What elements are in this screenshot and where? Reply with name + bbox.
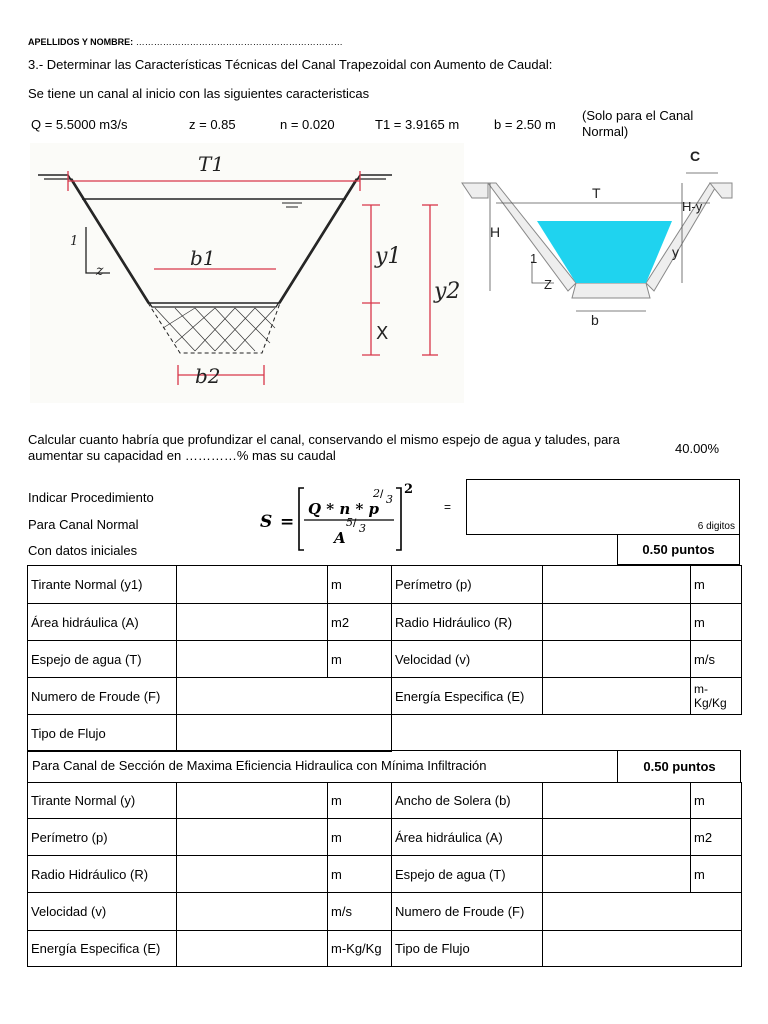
points-badge-1: 0.50 puntos [617, 535, 740, 565]
label-b1: b1 [190, 246, 216, 270]
param-note-line1: (Solo para el Canal [582, 108, 694, 123]
label-one-right: 1 [530, 251, 538, 266]
formula-den-exp-top: 5 [346, 516, 353, 529]
row-label: Tirante Normal (y) [28, 783, 177, 819]
formula-den-exp-bot: 3 [359, 522, 366, 535]
section2-title: Para Canal de Sección de Maxima Eficiencia Hidraulica con Mínima Infiltración [32, 758, 487, 773]
unit-cell: m [328, 566, 392, 604]
table-row [28, 893, 742, 931]
unit-cell: m [328, 783, 392, 819]
label-b2: b2 [195, 364, 221, 388]
table-row [28, 783, 742, 819]
input-cell-R2[interactable] [177, 856, 328, 893]
label-b: b [591, 312, 599, 328]
label-H-y: H-y [682, 199, 703, 214]
input-cell-F2[interactable] [543, 893, 742, 931]
row-label: Tipo de Flujo [28, 715, 177, 752]
row-label: Radio Hidráulico (R) [28, 856, 177, 893]
formula-equals: = [444, 500, 452, 514]
label-T: T [592, 185, 601, 201]
row-label: Numero de Froude (F) [392, 893, 543, 931]
input-cell-A2[interactable] [543, 819, 691, 856]
s-answer-box[interactable] [466, 479, 740, 535]
label-x: X [376, 323, 389, 344]
table-row [28, 566, 742, 604]
label-y2: y2 [434, 279, 461, 304]
T2-input[interactable] [546, 867, 687, 882]
input-cell-b[interactable] [543, 783, 691, 819]
unit-cell: m/s [691, 641, 742, 678]
row-label: Tirante Normal (y1) [28, 566, 177, 604]
p2-input[interactable] [180, 830, 324, 845]
F2-input[interactable] [546, 904, 738, 919]
flow-type2-input[interactable] [546, 941, 738, 956]
row-label: Energía Especifica (E) [392, 678, 543, 715]
input-cell-flow[interactable] [177, 715, 392, 752]
name-dots[interactable]: …………………………………………………………… [135, 37, 343, 47]
table-row [28, 856, 742, 893]
table-row [28, 715, 742, 752]
param-note-line2: Normal) [582, 124, 629, 139]
unit-cell: m [691, 783, 742, 819]
unit-cell: m/s [328, 893, 392, 931]
p-input[interactable] [546, 577, 687, 592]
table-max-efficiency [27, 782, 742, 967]
question-line2: aumentar su capacidad en …………% mas su caudal [28, 448, 336, 463]
canal-sketch-left [30, 143, 464, 403]
input-cell-v[interactable] [543, 641, 691, 678]
unit-cell: m [691, 566, 742, 604]
R-input[interactable] [546, 615, 687, 630]
empty-cell [392, 715, 742, 752]
lining-bottom [572, 283, 650, 298]
b-input[interactable] [546, 793, 687, 808]
input-cell-p2[interactable] [177, 819, 328, 856]
param-note [582, 108, 693, 140]
v2-input[interactable] [180, 904, 324, 919]
formula-den-exp-slash: / [353, 516, 357, 530]
R2-input[interactable] [180, 867, 324, 882]
digits-note: 6 digitos [697, 521, 735, 532]
formula-numerator: Q * n * p [308, 500, 380, 518]
row-label: Tipo de Flujo [392, 931, 543, 967]
row-label: Radio Hidráulico (R) [392, 604, 543, 641]
lining-left-top [462, 183, 488, 198]
unit-cell: m [691, 856, 742, 893]
label-C: C [690, 148, 701, 164]
row-label: Espejo de agua (T) [392, 856, 543, 893]
formula-exp-top: 2 [373, 487, 380, 500]
label-one: 1 [70, 234, 79, 249]
points-badge-2: 0.50 puntos [617, 751, 741, 782]
label-y: y [672, 244, 679, 260]
name-label-text: APELLIDOS Y NOMBRE: [28, 37, 134, 47]
input-cell-E[interactable] [543, 678, 691, 715]
unit-cell: m [328, 856, 392, 893]
table-row [28, 678, 742, 715]
unit-cell: m-Kg/Kg [691, 678, 742, 715]
section2-header [27, 750, 741, 783]
formula-eq: = [280, 512, 295, 532]
table-row [28, 931, 742, 967]
procedure-l2: Para Canal Normal [28, 517, 139, 532]
y1-input[interactable] [180, 577, 324, 592]
intro-text: Se tiene un canal al inicio con las siguientes caracteristicas [28, 86, 370, 101]
input-cell-R[interactable] [543, 604, 691, 641]
v-input[interactable] [546, 652, 687, 667]
param-z: z = 0.85 [189, 117, 236, 132]
param-Q: Q = 5.5000 m3/s [31, 117, 128, 132]
row-label: Área hidráulica (A) [392, 819, 543, 856]
question-text [28, 432, 648, 464]
unit-cell: m [328, 819, 392, 856]
canal-sketch-right [460, 143, 735, 333]
row-label: Numero de Froude (F) [28, 678, 177, 715]
procedure-l1: Indicar Procedimiento [28, 490, 154, 505]
row-label: Perímetro (p) [392, 566, 543, 604]
label-Z: Z [544, 277, 552, 292]
y-input[interactable] [180, 793, 324, 808]
question-line1: Calcular cuanto habría que profundizar el canal, conservando el mismo espejo de agua y taludes, para [28, 432, 620, 447]
name-label [28, 37, 343, 47]
table-row [28, 604, 742, 641]
row-label: Velocidad (v) [392, 641, 543, 678]
label-y1: y1 [375, 244, 402, 269]
input-cell-A[interactable] [177, 604, 328, 641]
row-label: Energía Especifica (E) [28, 931, 177, 967]
unit-cell: m2 [328, 604, 392, 641]
param-b: b = 2.50 m [494, 117, 556, 132]
input-cell-F[interactable] [177, 678, 392, 715]
formula-outer-exp: 2 [404, 482, 414, 497]
unit-cell: m-Kg/Kg [328, 931, 392, 967]
label-T1: T1 [198, 152, 225, 176]
input-cell-flow2[interactable] [543, 931, 742, 967]
A2-input[interactable] [546, 830, 687, 845]
unit-cell: m [328, 641, 392, 678]
unit-cell: m [691, 604, 742, 641]
table-row [28, 641, 742, 678]
procedure-l3: Con datos iniciales [28, 543, 138, 558]
problem-title: 3.- Determinar las Características Técnicas del Canal Trapezoidal con Aumento de Caudal: [28, 57, 553, 72]
percent-value: 40.00% [675, 441, 720, 456]
formula-exp-bot: 3 [386, 493, 393, 506]
E2-input[interactable] [180, 941, 324, 956]
row-label: Espejo de agua (T) [28, 641, 177, 678]
label-H: H [490, 224, 501, 240]
input-cell-y[interactable] [177, 783, 328, 819]
row-label: Velocidad (v) [28, 893, 177, 931]
flow-type-input[interactable] [180, 726, 388, 741]
input-cell-p[interactable] [543, 566, 691, 604]
table-normal-canal [27, 565, 742, 752]
param-T1: T1 = 3.9165 m [375, 117, 460, 132]
input-cell-v2[interactable] [177, 893, 328, 931]
E-input[interactable] [546, 689, 687, 704]
input-cell-T[interactable] [177, 641, 328, 678]
F-input[interactable] [180, 689, 388, 704]
unit-cell: m2 [691, 819, 742, 856]
table-row [28, 819, 742, 856]
formula-S: S [260, 512, 273, 532]
label-z: z [96, 263, 104, 279]
input-cell-E2[interactable] [177, 931, 328, 967]
row-label: Área hidráulica (A) [28, 604, 177, 641]
input-cell-T2[interactable] [543, 856, 691, 893]
T-input[interactable] [180, 652, 324, 667]
row-label: Perímetro (p) [28, 819, 177, 856]
A-input[interactable] [180, 615, 324, 630]
row-label: Ancho de Solera (b) [392, 783, 543, 819]
formula-denominator: A [334, 529, 346, 547]
formula-exp-slash: / [380, 487, 384, 501]
input-cell-y1[interactable] [177, 566, 328, 604]
param-n: n = 0.020 [280, 117, 335, 132]
manning-formula [258, 484, 428, 554]
